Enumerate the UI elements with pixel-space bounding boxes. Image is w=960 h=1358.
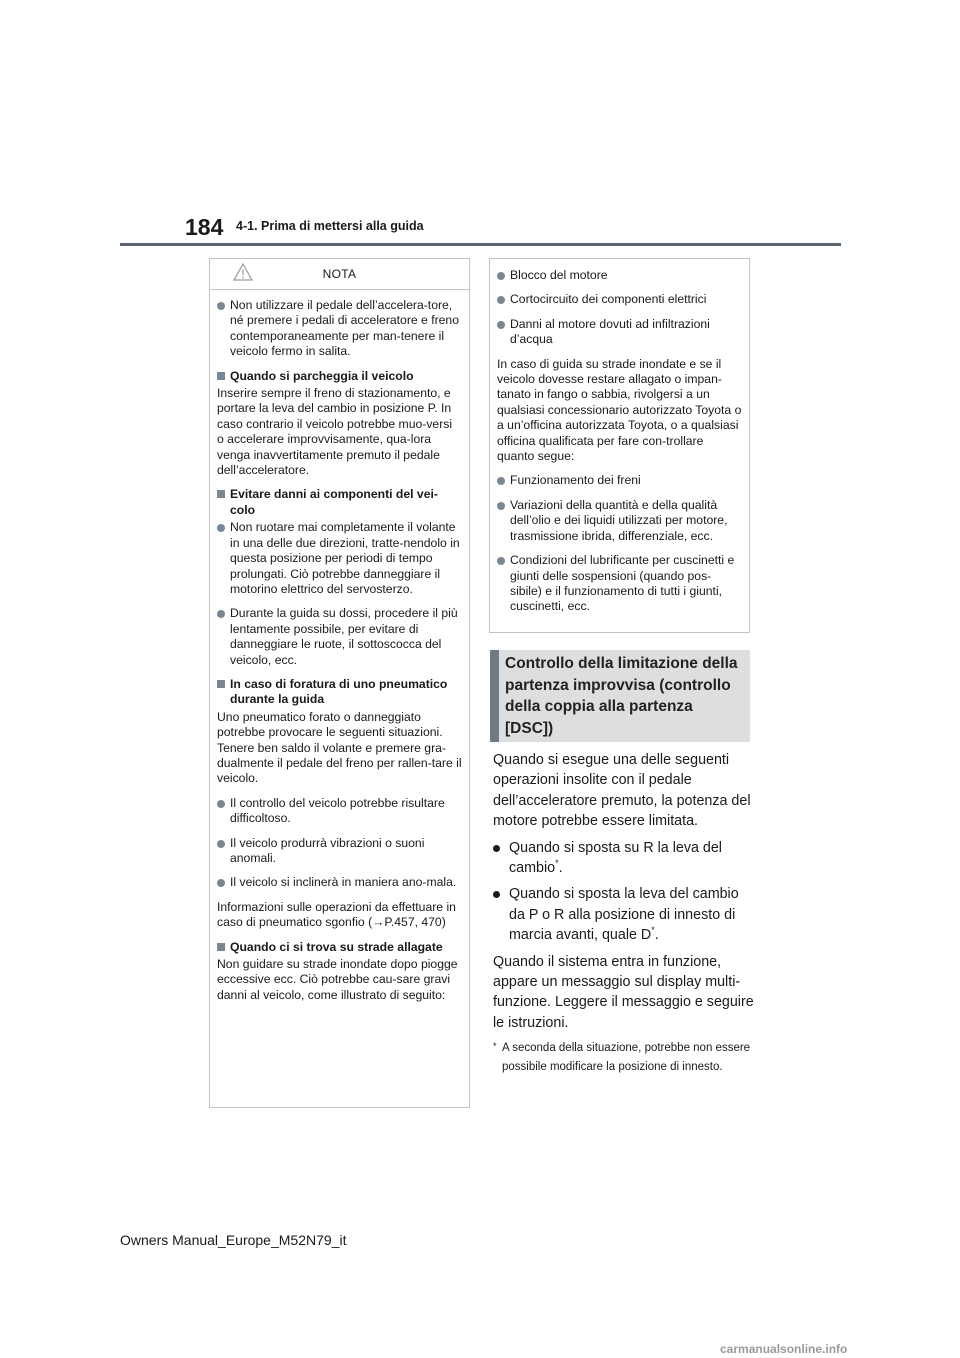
section-title: 4-1. Prima di mettersi alla guida: [236, 219, 424, 233]
dsc-bullet-text: Quando si sposta su R la leva del cambio: [509, 839, 722, 877]
footnote: [493, 1039, 755, 1077]
subheading: Quando ci si trova su strade allagate: [217, 940, 462, 955]
nota-continued-content: [497, 268, 742, 615]
paragraph: Uno pneumatico forato o danneggiato potrebbe provocare le seguenti situazioni. Tenere ben saldo il volante e premere gra-dualmente il pedale del freno per rallen-tare il veicolo.: [217, 709, 462, 786]
paragraph: Informazioni sulle operazioni da effettuare in caso di pneumatico sgonfio (→P.457, 470): [217, 899, 456, 930]
subheading: Quando si parcheggia il veicolo: [217, 369, 462, 384]
watermark: carmanualsonline.info: [720, 1342, 848, 1356]
bullet-item: Il controllo del veicolo potrebbe risultare difficoltoso.: [217, 796, 462, 827]
nota-content: [217, 298, 462, 1003]
bullet-item: Funzionamento dei freni: [497, 473, 742, 488]
dsc-heading-line: [DSC]): [505, 719, 554, 737]
subheading: In caso di foratura di uno pneumatico durante la guida: [217, 677, 462, 708]
nota-divider: [210, 289, 469, 290]
bullet-item: Blocco del motore: [497, 268, 742, 283]
dsc-heading-line: della coppia alla partenza: [505, 698, 693, 715]
footnote-marker: *: [651, 925, 655, 936]
paragraph: Inserire sempre il freno di stazionamento, e portare la leva del cambio in posizione P. In caso contrario il veicolo potrebbe muo-versi o accelerare improvvisamente, qua-lora venga inavvertitamente premuto il pedale dell’acceleratore.: [217, 386, 453, 478]
dsc-intro: Quando si esegue una delle seguenti operazioni insolite con il pedale dell’acceleratore premuto, la potenza del motore potrebbe essere limitata.: [493, 752, 751, 830]
dsc-outro: Quando il sistema entra in funzione, appare un messaggio sul display multi-funzione. Leggere il messaggio e seguire le istruzioni.: [493, 953, 754, 1031]
dsc-body: [493, 750, 755, 1077]
bullet-item: Il veicolo si inclinerà in maniera ano-mala.: [217, 875, 462, 890]
dsc-heading-line: Controllo della limitazione della: [505, 655, 738, 672]
footnote-text: A seconda della situazione, potrebbe non essere possibile modificare la posizione di innesto.: [502, 1042, 751, 1074]
bullet-item: Non ruotare mai completamente il volante in una delle due direzioni, tratte-nendolo in questa posizione per periodi di tempo prolungati. Ciò potrebbe danneggiare il motorino elettrico del servosterzo.: [217, 520, 462, 597]
nota-box-continued: [489, 258, 750, 633]
bullet-item: Il veicolo produrrà vibrazioni o suoni anomali.: [217, 836, 462, 867]
bullet-item: Danni al motore dovuti ad infiltrazioni d’acqua: [497, 317, 742, 348]
paragraph: In caso di guida su strade inondate e se il veicolo dovesse restare allagato o impan-tanato in fango o sabbia, rivolgersi a un qualsiasi concessionario autorizzato Toyota o a un’officina autorizzata Toyota, o a qualsiasi officina qualificata per fare con-trollare quanto segue:: [497, 356, 742, 464]
header-rule: [120, 243, 841, 246]
footnote-marker: *: [493, 1041, 497, 1052]
subheading: Evitare danni ai componenti del vei-colo: [217, 487, 462, 518]
dsc-bullet: Quando si sposta la leva del cambio da P o R alla posizione di innesto di marcia avanti, quale D*.: [493, 884, 755, 945]
dsc-heading: [490, 650, 750, 742]
footnote-marker: *: [555, 858, 559, 869]
paragraph: Non guidare su strade inondate dopo piogge eccessive ecc. Ciò potrebbe cau-sare gravi danni al veicolo, come illustrato di seguito:: [217, 957, 458, 1002]
bullet-item: Cortocircuito dei componenti elettrici: [497, 292, 742, 307]
warning-icon: [232, 262, 254, 282]
dsc-heading-line: partenza improvvisa (controllo: [505, 676, 731, 694]
bullet-item: Condizioni del lubrificante per cuscinetti e giunti delle sospensioni (quando pos-sibile) e il funzionamento di tutti i giunti, cuscinetti, ecc.: [497, 553, 742, 615]
footer-text: Owners Manual_Europe_M52N79_it: [120, 1232, 347, 1248]
dsc-bullet-text: Quando si sposta la leva del cambio da P o R alla posizione di innesto di marcia avanti, quale D: [509, 886, 739, 944]
nota-box: [209, 258, 470, 1108]
dsc-bullet: Quando si sposta su R la leva del cambio*.: [493, 838, 755, 879]
bullet-item: Variazioni della quantità e della qualità dell’olio e dei liquidi utilizzati per motore, trasmissione ibrida, differenziale, ecc.: [497, 498, 742, 544]
bullet-item: Non utilizzare il pedale dell’accelera-tore, né premere i pedali di acceleratore e freno contemporaneamente per man-tenere il veicolo fermo in salita.: [217, 298, 462, 360]
nota-header: [217, 259, 462, 289]
page-number: 184: [185, 214, 224, 240]
nota-title: NOTA: [322, 267, 357, 281]
bullet-item: Durante la guida su dossi, procedere il più lentamente possibile, per evitare di danneggiare le ruote, il sottoscocca del veicolo, ecc.: [217, 606, 462, 668]
